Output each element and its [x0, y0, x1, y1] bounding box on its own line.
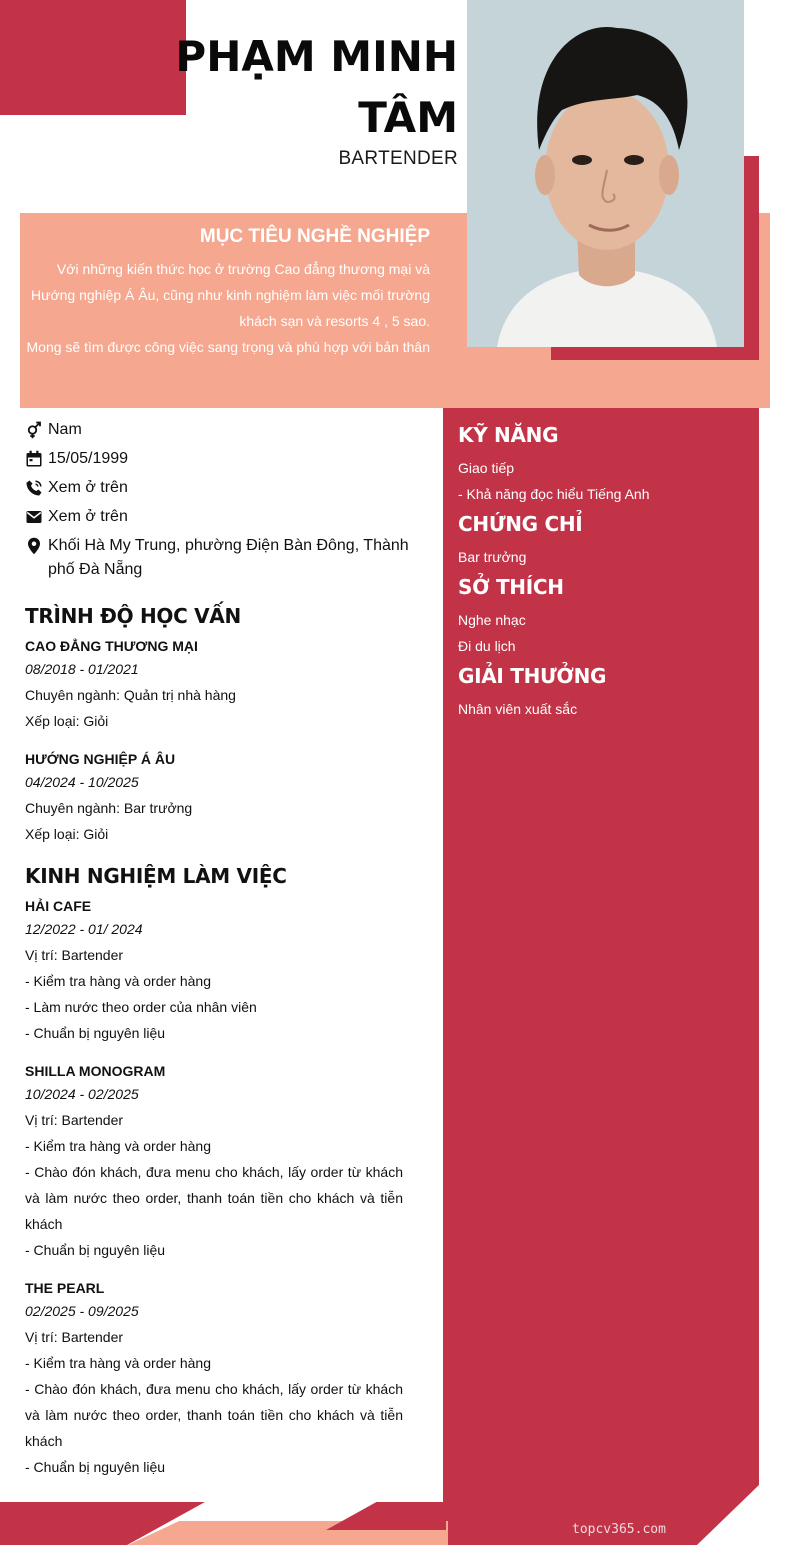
education-school: HƯỚNG NGHIỆP Á ÂU — [25, 751, 176, 767]
experience-company: THE PEARL — [25, 1280, 105, 1296]
envelope-icon — [25, 508, 43, 526]
experience-line: Vị trí: Bartender — [25, 947, 124, 963]
education-school: CAO ĐẲNG THƯƠNG MẠI — [25, 638, 198, 654]
contact-address-text: Khối Hà My Trung, phường Điện Bàn Đông, Thành phố Đà Nẵng — [48, 537, 409, 578]
experience-line: - Chuẩn bị nguyên liệu — [25, 1459, 166, 1475]
experience-line: Vị trí: Bartender — [25, 1112, 124, 1128]
experience-line: Vị trí: Bartender — [25, 1329, 124, 1345]
contact-birthdate-text: 15/05/1999 — [48, 450, 129, 467]
experience-line: - Kiểm tra hàng và order hàng — [25, 1355, 211, 1371]
hobby-item: Đi du lịch — [458, 638, 516, 654]
contact-phone-text: Xem ở trên — [48, 479, 128, 496]
contact-phone — [25, 476, 415, 500]
education-major: Chuyên ngành: Bar trưởng — [25, 800, 193, 816]
hobbies-heading: SỞ THÍCH — [458, 575, 564, 599]
contact-email — [25, 505, 415, 529]
experience-line: - Làm nước theo order của nhân viên — [25, 999, 257, 1015]
skills-heading: KỸ NĂNG — [458, 423, 559, 447]
experience-line: - Chào đón khách, đưa menu cho khách, lấy order từ khách và làm nước theo order, thanh toán tiền cho khách và tiễn khách — [25, 1381, 403, 1449]
watermark: topcv365.com — [572, 1522, 666, 1537]
education-heading: TRÌNH ĐỘ HỌC VẤN — [25, 604, 241, 628]
education-date: 04/2024 - 10/2025 — [25, 774, 139, 790]
contact-email-text: Xem ở trên — [48, 508, 128, 525]
education-grade: Xếp loại: Giỏi — [25, 713, 109, 729]
experience-date: 12/2022 - 01/ 2024 — [25, 921, 143, 937]
skill-item: Giao tiếp — [458, 460, 515, 476]
phone-icon — [25, 479, 43, 497]
experience-company: SHILLA MONOGRAM — [25, 1063, 166, 1079]
profile-photo — [467, 0, 744, 347]
objective-heading: MỤC TIÊU NGHỀ NGHIỆP — [199, 226, 430, 247]
experience-line: - Kiểm tra hàng và order hàng — [25, 1138, 211, 1154]
hobby-item: Nghe nhạc — [458, 612, 526, 628]
contact-address — [25, 534, 415, 582]
education-date: 08/2018 - 01/2021 — [25, 661, 139, 677]
experience-date: 10/2024 - 02/2025 — [25, 1086, 139, 1102]
education-grade: Xếp loại: Giỏi — [25, 826, 109, 842]
gender-icon — [25, 421, 43, 439]
job-title: BARTENDER — [338, 148, 458, 169]
experience-heading: KINH NGHIỆM LÀM VIỆC — [25, 864, 287, 888]
skill-item: - Khả năng đọc hiểu Tiếng Anh — [458, 486, 650, 502]
certificate-item: Bar trưởng — [458, 549, 527, 565]
objective-paragraph: Với những kiến thức học ở trường Cao đẳng thương mại và Hướng nghiệp Á Âu, cũng như kinh nghiệm làm việc mối trường khách sạn và resorts 4 , 5 sao. — [30, 261, 430, 329]
awards-heading: GIẢI THƯỞNG — [458, 664, 607, 688]
calendar-icon — [25, 450, 43, 468]
experience-date: 02/2025 - 09/2025 — [25, 1303, 139, 1319]
objective-text — [25, 256, 430, 360]
contact-gender — [25, 418, 415, 442]
education-major: Chuyên ngành: Quản trị nhà hàng — [25, 687, 236, 703]
location-pin-icon — [25, 537, 43, 555]
experience-line: - Chuẩn bị nguyên liệu — [25, 1242, 166, 1258]
experience-line: - Kiểm tra hàng và order hàng — [25, 973, 211, 989]
contact-birthdate — [25, 447, 415, 471]
contact-gender-text: Nam — [48, 421, 82, 438]
candidate-name: PHẠM MINH TÂM — [175, 32, 458, 142]
experience-line: - Chuẩn bị nguyên liệu — [25, 1025, 166, 1041]
certificates-heading: CHỨNG CHỈ — [458, 512, 583, 536]
objective-paragraph: Mong sẽ tìm được công việc sang trọng và phù hợp với bản thân — [26, 339, 430, 355]
experience-company: HẢI CAFE — [25, 898, 92, 914]
award-item: Nhân viên xuất sắc — [458, 701, 578, 717]
experience-line: - Chào đón khách, đưa menu cho khách, lấy order từ khách và làm nước theo order, thanh toán tiền cho khách và tiễn khách — [25, 1164, 403, 1232]
bottom-red-accent — [326, 1502, 446, 1530]
